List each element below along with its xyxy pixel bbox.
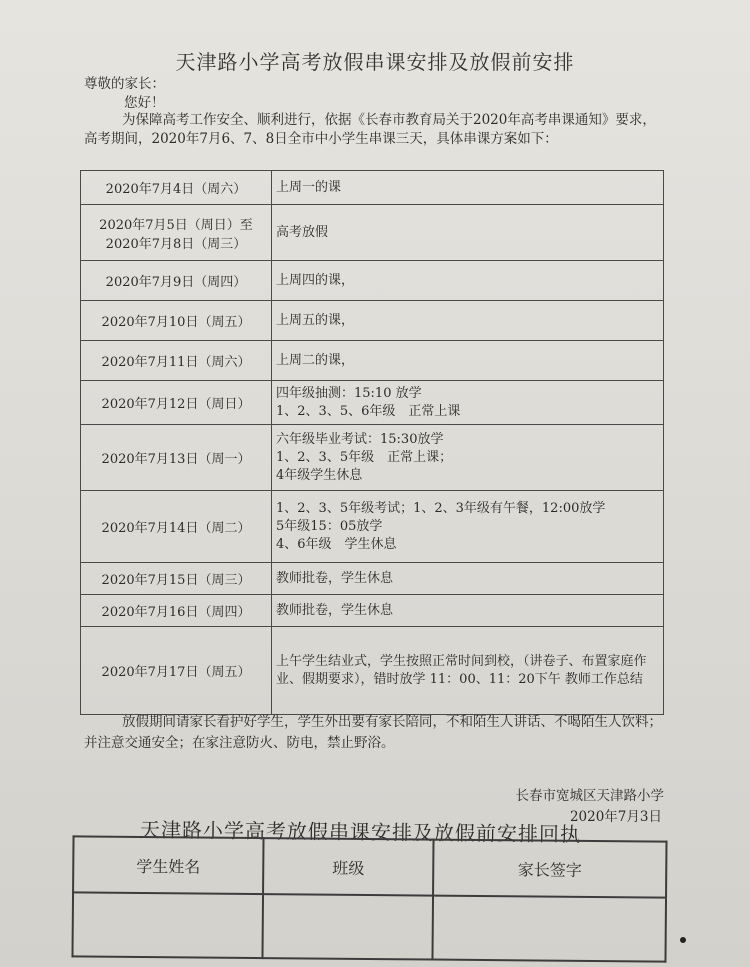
schedule-plan-cell xyxy=(272,341,664,381)
schedule-row xyxy=(81,261,664,301)
schedule-plan-text: 上周五的课， xyxy=(276,312,355,328)
schedule-date-cell xyxy=(81,563,272,595)
schedule-row xyxy=(81,205,664,261)
receipt-table xyxy=(71,835,667,962)
schedule-plan-text: 上周二的课， xyxy=(276,352,355,368)
schedule-plan-text: 1、2、3、5、6年级 正常上课 xyxy=(276,403,461,419)
receipt-header-parent-signature: 家长签字 xyxy=(433,840,666,898)
schedule-date-text: 2020年7月13日（周一） xyxy=(101,452,251,467)
schedule-date-cell xyxy=(81,261,272,301)
schedule-row xyxy=(81,425,664,491)
schedule-plan-text: 六年级毕业考试：15:30放学 xyxy=(276,431,444,447)
schedule-plan-text: 上周一的课 xyxy=(276,179,342,195)
schedule-plan-text: 上午学生结业式，学生按照正常时间到校，（讲卷子、布置家庭作业、假期要求），错时放学 11：00、11：20下午 教师工作总结 xyxy=(276,653,647,687)
schedule-plan-cell xyxy=(272,301,664,341)
schedule-date-text: 2020年7月11日（周六） xyxy=(101,355,251,370)
schedule-date-cell xyxy=(81,595,272,627)
schedule-row xyxy=(81,563,664,595)
closing-paragraph: 放假期间请家长看护好学生，学生外出要有家长陪同，不和陌生人讲话、不喝陌生人饮料；并注意交通安全；在家注意防火、防电，禁止野浴。 xyxy=(84,714,662,751)
schedule-date-text: 2020年7月8日（周三） xyxy=(105,236,247,252)
schedule-date-cell xyxy=(81,491,272,563)
receipt-header-class: 班级 xyxy=(263,838,433,895)
schedule-date-text: 2020年7月10日（周五） xyxy=(101,315,251,330)
schedule-row xyxy=(81,381,664,425)
intro-paragraph: 为保障高考工作安全、顺利进行，依据《长春市教育局关于2020年高考串课通知》要求，高考期间，2020年7月6、7、8日全市中小学生串课三天，具体串课方案如下： xyxy=(84,112,656,147)
schedule-plan-cell xyxy=(272,627,664,715)
receipt-title: 天津路小学高考放假串课安排及放假前安排回执 xyxy=(139,817,582,847)
schedule-plan-text: 高考放假 xyxy=(276,224,329,240)
schedule-plan-text: 1、2、3、5年级考试；1、2、3年级有午餐，12:00放学 xyxy=(276,500,606,516)
schedule-plan-cell xyxy=(272,261,664,301)
schedule-date-text: 2020年7月14日（周二） xyxy=(101,521,251,536)
salutation: 尊敬的家长： xyxy=(84,76,165,92)
schedule-date-cell xyxy=(81,341,272,381)
schedule-date-text: 2020年7月5日（周日）至 xyxy=(99,217,253,233)
schedule-row xyxy=(81,301,664,341)
schedule-plan-cell xyxy=(272,595,664,627)
schedule-row xyxy=(81,627,664,715)
schedule-date-text: 2020年7月16日（周四） xyxy=(101,605,251,620)
schedule-plan-text: 4、6年级 学生休息 xyxy=(276,536,397,552)
schedule-plan-cell xyxy=(272,425,664,491)
ink-dot xyxy=(680,937,686,943)
schedule-date-cell xyxy=(81,205,272,261)
schedule-plan-cell xyxy=(272,171,664,205)
schedule-date-text: 2020年7月4日（周六） xyxy=(105,182,247,197)
schedule-plan-text: 四年级抽测：15:10 放学 xyxy=(276,385,422,401)
schedule-date-text: 2020年7月12日（周日） xyxy=(101,397,251,412)
schedule-plan-cell xyxy=(272,205,664,261)
receipt-class-cell[interactable] xyxy=(262,894,433,959)
schedule-date-cell xyxy=(81,381,272,425)
receipt-parent-signature-cell[interactable] xyxy=(432,896,666,962)
receipt-header-student-name: 学生姓名 xyxy=(73,836,263,894)
schedule-table xyxy=(80,170,664,715)
receipt-student-name-cell[interactable] xyxy=(72,892,263,958)
schedule-plan-text: 教师批卷，学生休息 xyxy=(276,602,394,618)
schedule-date-text: 2020年7月17日（周五） xyxy=(101,665,251,680)
schedule-plan-text: 1、2、3、5年级 正常上课； xyxy=(276,449,453,465)
schedule-date-text: 2020年7月9日（周四） xyxy=(105,275,247,290)
page-title: 天津路小学高考放假串课安排及放假前安排 xyxy=(175,50,575,74)
schedule-row xyxy=(81,595,664,627)
schedule-plan-text: 4年级学生休息 xyxy=(276,467,363,483)
schedule-plan-cell xyxy=(272,381,664,425)
schedule-date-cell xyxy=(81,425,272,491)
signature-school: 长春市宽城区天津路小学 xyxy=(515,788,664,804)
signature-date: 2020年7月3日 xyxy=(569,809,662,825)
receipt-fill-row xyxy=(72,892,666,961)
schedule-date-cell xyxy=(81,627,272,715)
schedule-row xyxy=(81,491,664,563)
receipt-header-row xyxy=(73,836,666,897)
schedule-plan-cell xyxy=(272,491,664,563)
schedule-plan-cell xyxy=(272,563,664,595)
schedule-plan-text: 5年级15：05放学 xyxy=(276,518,383,534)
greeting: 您好！ xyxy=(124,95,165,111)
schedule-date-text: 2020年7月15日（周三） xyxy=(101,573,251,588)
schedule-date-cell xyxy=(81,301,272,341)
schedule-plan-text: 教师批卷，学生休息 xyxy=(276,570,394,586)
schedule-date-cell xyxy=(81,171,272,205)
schedule-row xyxy=(81,341,664,381)
schedule-row xyxy=(81,171,664,205)
schedule-plan-text: 上周四的课， xyxy=(276,272,355,288)
